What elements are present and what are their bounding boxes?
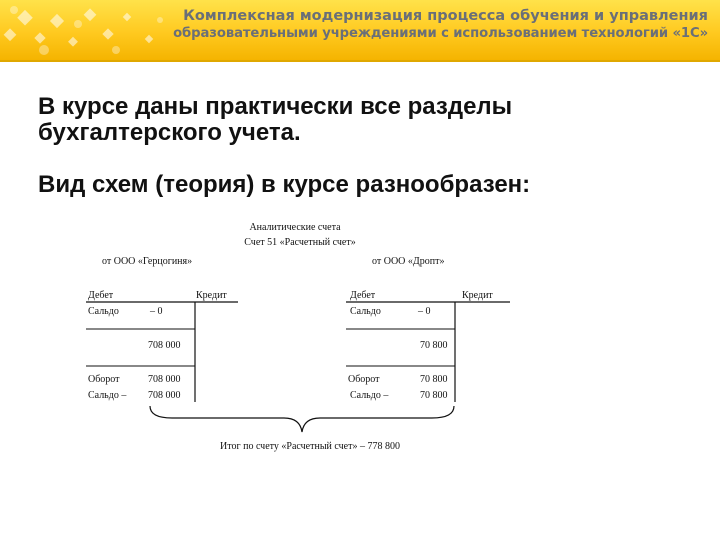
left-debit-header: Дебет bbox=[88, 290, 114, 301]
header-title-line-1: Комплексная модернизация процесса обучения и управления bbox=[183, 8, 708, 24]
left-account-name: от ООО «Герцогиня» bbox=[102, 256, 193, 267]
right-debit-header: Дебет bbox=[350, 290, 376, 301]
paragraph-schemes: Вид схем (теория) в курсе разнообразен: bbox=[38, 171, 531, 198]
right-closing-value: 70 800 bbox=[420, 390, 448, 401]
right-opening-value: – 0 bbox=[418, 306, 431, 317]
sum-brace bbox=[150, 406, 454, 432]
header-title-line-2: образовательными учреждениями с использованием технологий «1С» bbox=[173, 26, 708, 41]
left-turnover-value: 708 000 bbox=[148, 374, 181, 385]
right-turnover-value: 70 800 bbox=[420, 374, 448, 385]
right-opening-label: Сальдо bbox=[350, 306, 381, 317]
right-closing-label: Сальдо – bbox=[350, 390, 389, 401]
right-credit-header: Кредит bbox=[462, 290, 493, 301]
left-closing-value: 708 000 bbox=[148, 390, 181, 401]
scheme-total: Итог по счету «Расчетный счет» – 778 800 bbox=[220, 441, 400, 452]
paragraph-1-line-1: В курсе даны практически все разделы bbox=[38, 93, 513, 120]
left-entry-value: 708 000 bbox=[148, 340, 181, 351]
scheme-subtitle: Счет 51 «Расчетный счет» bbox=[244, 237, 356, 248]
left-opening-label: Сальдо bbox=[88, 306, 119, 317]
right-entry-value: 70 800 bbox=[420, 340, 448, 351]
right-account-name: от ООО «Дропт» bbox=[372, 256, 445, 267]
right-turnover-label: Оборот bbox=[348, 374, 380, 385]
paragraph-1-line-2: бухгалтерского учета. bbox=[38, 119, 301, 146]
left-turnover-label: Оборот bbox=[88, 374, 120, 385]
left-opening-value: – 0 bbox=[150, 306, 163, 317]
left-credit-header: Кредит bbox=[196, 290, 227, 301]
left-closing-label: Сальдо – bbox=[88, 390, 127, 401]
scheme-title: Аналитические счета bbox=[249, 222, 341, 233]
